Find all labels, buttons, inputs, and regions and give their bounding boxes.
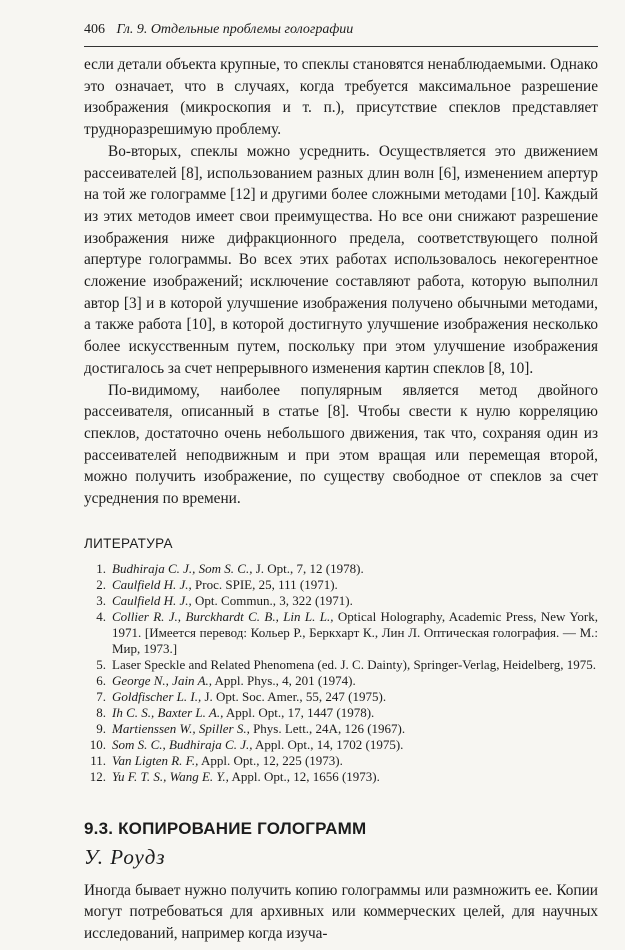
- reference-item: [84, 705, 598, 721]
- reference-authors: Som S. C., Budhiraja C. J.,: [112, 736, 253, 752]
- page-number: 406: [84, 22, 105, 37]
- reference-authors: Goldfischer L. I.,: [112, 688, 202, 704]
- reference-source: Appl. Phys., 4, 201 (1974).: [212, 672, 356, 688]
- reference-number: 6.: [96, 672, 106, 688]
- section-author: У. Роудз: [84, 844, 166, 869]
- section-heading: 9.3. КОПИРОВАНИЕ ГОЛОГРАММ: [84, 818, 367, 838]
- reference-authors: Collier R. J., Burckhardt C. B., Lin L. L.,: [112, 608, 334, 624]
- reference-number: 1.: [96, 560, 106, 576]
- section-paragraph: Иногда бывает нужно получить копию голограммы или размножить ее. Копии могут потребоваться для архивных или коммерческих целей, для научных исследований, например когда изуча-: [84, 881, 598, 943]
- paragraph-3: По-видимому, наиболее популярным является метод двойного рассеивателя, описанный в статье [8]. Чтобы свести к нулю корреляцию спеклов, достаточно очень небольшого движения, так что, сохраняя один из рассеивателей неподвижным и при этом вращая или перемещая второй, можно получить изображение, по существу свободное от спеклов за счет усреднения по времени.: [84, 381, 598, 508]
- reference-number: 10.: [89, 736, 106, 752]
- paragraph-2: Во-вторых, спеклы можно усреднить. Осуществляется это движением рассеивателей [8], использованием разных длин волн [6], изменением апертур на той же голограмме [12] и другими более сложными методами [10]. Каждый из этих методов имеет свои преимущества. Но все они снижают разрешение изображения ниже дифракционного предела, соответствующего полной апертуре голограммы. Во всех этих работах использовалось некогерентное сложение изображений; исключение составляют работа, которую выполнил автор [3] и в которой улучшение изображения получено обычными методами, а также работа [10], в которой достигнуто улучшение изображения несколько более искусственным путем, поскольку при этом улучшение изображения достигалось за счет непрерывного изменения картин спеклов [8, 10].: [84, 142, 598, 377]
- reference-source: Laser Speckle and Related Phenomena (ed. J. C. Dainty), Springer-Verlag, Heidelberg, 1975.: [112, 656, 596, 672]
- reference-number: 9.: [96, 720, 106, 736]
- body-text: [84, 54, 598, 510]
- reference-authors: Budhiraja C. J., Som S. C.,: [112, 560, 253, 576]
- reference-number: 7.: [96, 688, 106, 704]
- reference-authors: Yu F. T. S., Wang E. Y.,: [112, 768, 229, 784]
- reference-item: [84, 769, 598, 785]
- reference-item: [84, 673, 598, 689]
- reference-text: [112, 657, 598, 673]
- book-page: [84, 22, 598, 945]
- reference-source: Phys. Lett., 24A, 126 (1967).: [249, 720, 406, 736]
- reference-text: [112, 737, 598, 753]
- reference-text: [112, 609, 598, 657]
- reference-number: 4.: [96, 608, 106, 624]
- section-body: [84, 880, 598, 945]
- reference-authors: Ih C. S., Baxter L. A.,: [112, 704, 224, 720]
- reference-item: [84, 577, 598, 593]
- reference-source: Appl. Opt., 12, 1656 (1973).: [228, 768, 380, 784]
- reference-text: [112, 593, 598, 609]
- reference-authors: George N., Jain A.,: [112, 672, 213, 688]
- paragraph-1: если детали объекта крупные, то спеклы становятся ненаблюдаемыми. Однако это означает, что в случаях, когда требуется максимальное разрешение изображения (микроскопия и т. п.), присутствие спеклов представляет трудноразрешимую проблему.: [84, 56, 598, 139]
- reference-source: Opt. Commun., 3, 322 (1971).: [191, 592, 353, 608]
- reference-item: [84, 753, 598, 769]
- reference-text: [112, 705, 598, 721]
- reference-source: Appl. Opt., 14, 1702 (1975).: [252, 736, 404, 752]
- reference-source: Appl. Opt., 17, 1447 (1978).: [223, 704, 375, 720]
- reference-text: [112, 561, 598, 577]
- reference-item: [84, 721, 598, 737]
- reference-text: [112, 721, 598, 737]
- reference-number: 11.: [90, 752, 106, 768]
- reference-authors: Caulfield H. J.,: [112, 576, 192, 592]
- reference-item: [84, 657, 598, 673]
- reference-item: [84, 609, 598, 657]
- reference-text: [112, 577, 598, 593]
- literature-heading: ЛИТЕРАТУРА: [84, 535, 173, 551]
- reference-authors: Caulfield H. J.,: [112, 592, 192, 608]
- running-title: Гл. 9. Отдельные проблемы голографии: [116, 22, 354, 37]
- reference-source: J. Opt., 7, 12 (1978).: [252, 560, 364, 576]
- reference-number: 5.: [96, 656, 106, 672]
- reference-authors: Martienssen W., Spiller S.,: [112, 720, 250, 736]
- reference-number: 8.: [96, 704, 106, 720]
- reference-authors: Van Ligten R. F.,: [112, 752, 199, 768]
- running-head: [84, 22, 598, 47]
- reference-source: Appl. Opt., 12, 225 (1973).: [198, 752, 343, 768]
- reference-number: 2.: [96, 576, 106, 592]
- reference-item: [84, 561, 598, 577]
- reference-source: J. Opt. Soc. Amer., 55, 247 (1975).: [201, 688, 387, 704]
- reference-text: [112, 689, 598, 705]
- reference-text: [112, 753, 598, 769]
- reference-text: [112, 769, 598, 785]
- reference-number: 3.: [96, 592, 106, 608]
- reference-number: 12.: [89, 768, 106, 784]
- reference-item: [84, 737, 598, 753]
- reference-list: [84, 561, 598, 785]
- reference-text: [112, 673, 598, 689]
- reference-item: [84, 593, 598, 609]
- reference-source: Proc. SPIE, 25, 111 (1971).: [191, 576, 338, 592]
- reference-source: Optical Holography, Academic Press, New York, 1971. [Имеется перевод: Кольер Р., Беркхарт К., Лин Л. Оптическая голография. — М.: Мир, 1973.]: [112, 608, 598, 656]
- reference-item: [84, 689, 598, 705]
